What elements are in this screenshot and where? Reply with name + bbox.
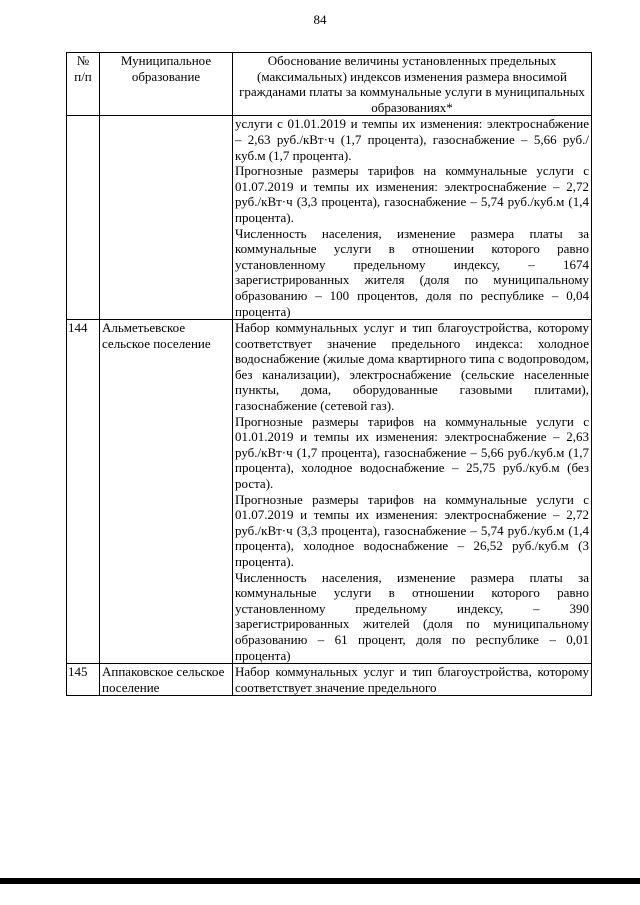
table-row — [67, 664, 592, 696]
row-municipality: Альметьевское сельское поселение — [100, 320, 233, 664]
tariff-justification-table — [66, 52, 592, 696]
row-justification — [233, 320, 592, 664]
row-municipality — [100, 116, 233, 320]
justification-paragraph: Численность населения, изменение размера платы за коммунальные услуги в отношении которого равно установленному предельному индексу, – 390 зарегистрированных жителей (доля по муниципальному образованию – 61 процент, доля по республике – 0,01 процента) — [235, 569, 589, 663]
justification-paragraph: Набор коммунальных услуг и тип благоустройства, которому соответствует значение предельного — [235, 664, 589, 695]
row-justification — [233, 116, 592, 320]
justification-paragraph: Прогнозные размеры тарифов на коммунальные услуги с 01.07.2019 и темпы их изменения: электроснабжение – 2,72 руб./кВт·ч (3,3 процента), газоснабжение – 5,74 руб./куб.м (1,4 процента). — [235, 163, 589, 225]
table-header-row — [67, 53, 592, 116]
justification-paragraph: услуги с 01.01.2019 и темпы их изменения: электроснабжение – 2,63 руб./кВт·ч (1,7 процента), газоснабжение – 5,66 руб./куб.м (1,7 процента). — [235, 116, 589, 163]
table-row — [67, 116, 592, 320]
justification-paragraph: Набор коммунальных услуг и тип благоустройства, которому соответствует значение предельного индекса: холодное водоснабжение (жилые дома квартирного типа с водопроводом, без канализации), электроснабжение (сельские населенные пункты, дома, оборудованные газовыми плитами), газоснабжение (сетевой газ). — [235, 320, 589, 414]
row-num: 145 — [67, 664, 100, 696]
page-number: 84 — [313, 12, 327, 27]
page-bottom-bar — [0, 878, 640, 884]
justification-paragraph: Численность населения, изменение размера платы за коммунальные услуги в отношении которого равно установленному предельному индексу, – 1674 зарегистрированных жителя (доля по муниципальному образованию – 100 процентов, доля по республике – 0,04 процента) — [235, 225, 589, 319]
row-justification — [233, 664, 592, 696]
row-municipality: Аппаковское сельское поселение — [100, 664, 233, 696]
justification-paragraph: Прогнозные размеры тарифов на коммунальные услуги с 01.07.2019 и темпы их изменения: электроснабжение – 2,72 руб./кВт·ч (3,3 процента), газоснабжение – 5,74 руб./куб.м (1,4 процента), холодное водоснабжение – 26,52 руб./куб.м (3 процента). — [235, 491, 589, 569]
row-num: 144 — [67, 320, 100, 664]
table-row — [67, 320, 592, 664]
justification-paragraph: Прогнозные размеры тарифов на коммунальные услуги с 01.01.2019 и темпы их изменения: электроснабжение – 2,63 руб./кВт·ч (1,7 процента), газоснабжение – 5,66 руб./куб.м (1,7 процента), холодное водоснабжение – 25,75 руб./куб.м (без роста). — [235, 413, 589, 492]
row-num — [67, 116, 100, 320]
header-num: № п/п — [67, 53, 100, 116]
header-municipality: Муниципальное образование — [100, 53, 233, 116]
header-justification: Обоснование величины установленных предельных (максимальных) индексов изменения размера вносимой гражданами платы за коммунальные услуги в муниципальных образованиях* — [233, 53, 592, 116]
